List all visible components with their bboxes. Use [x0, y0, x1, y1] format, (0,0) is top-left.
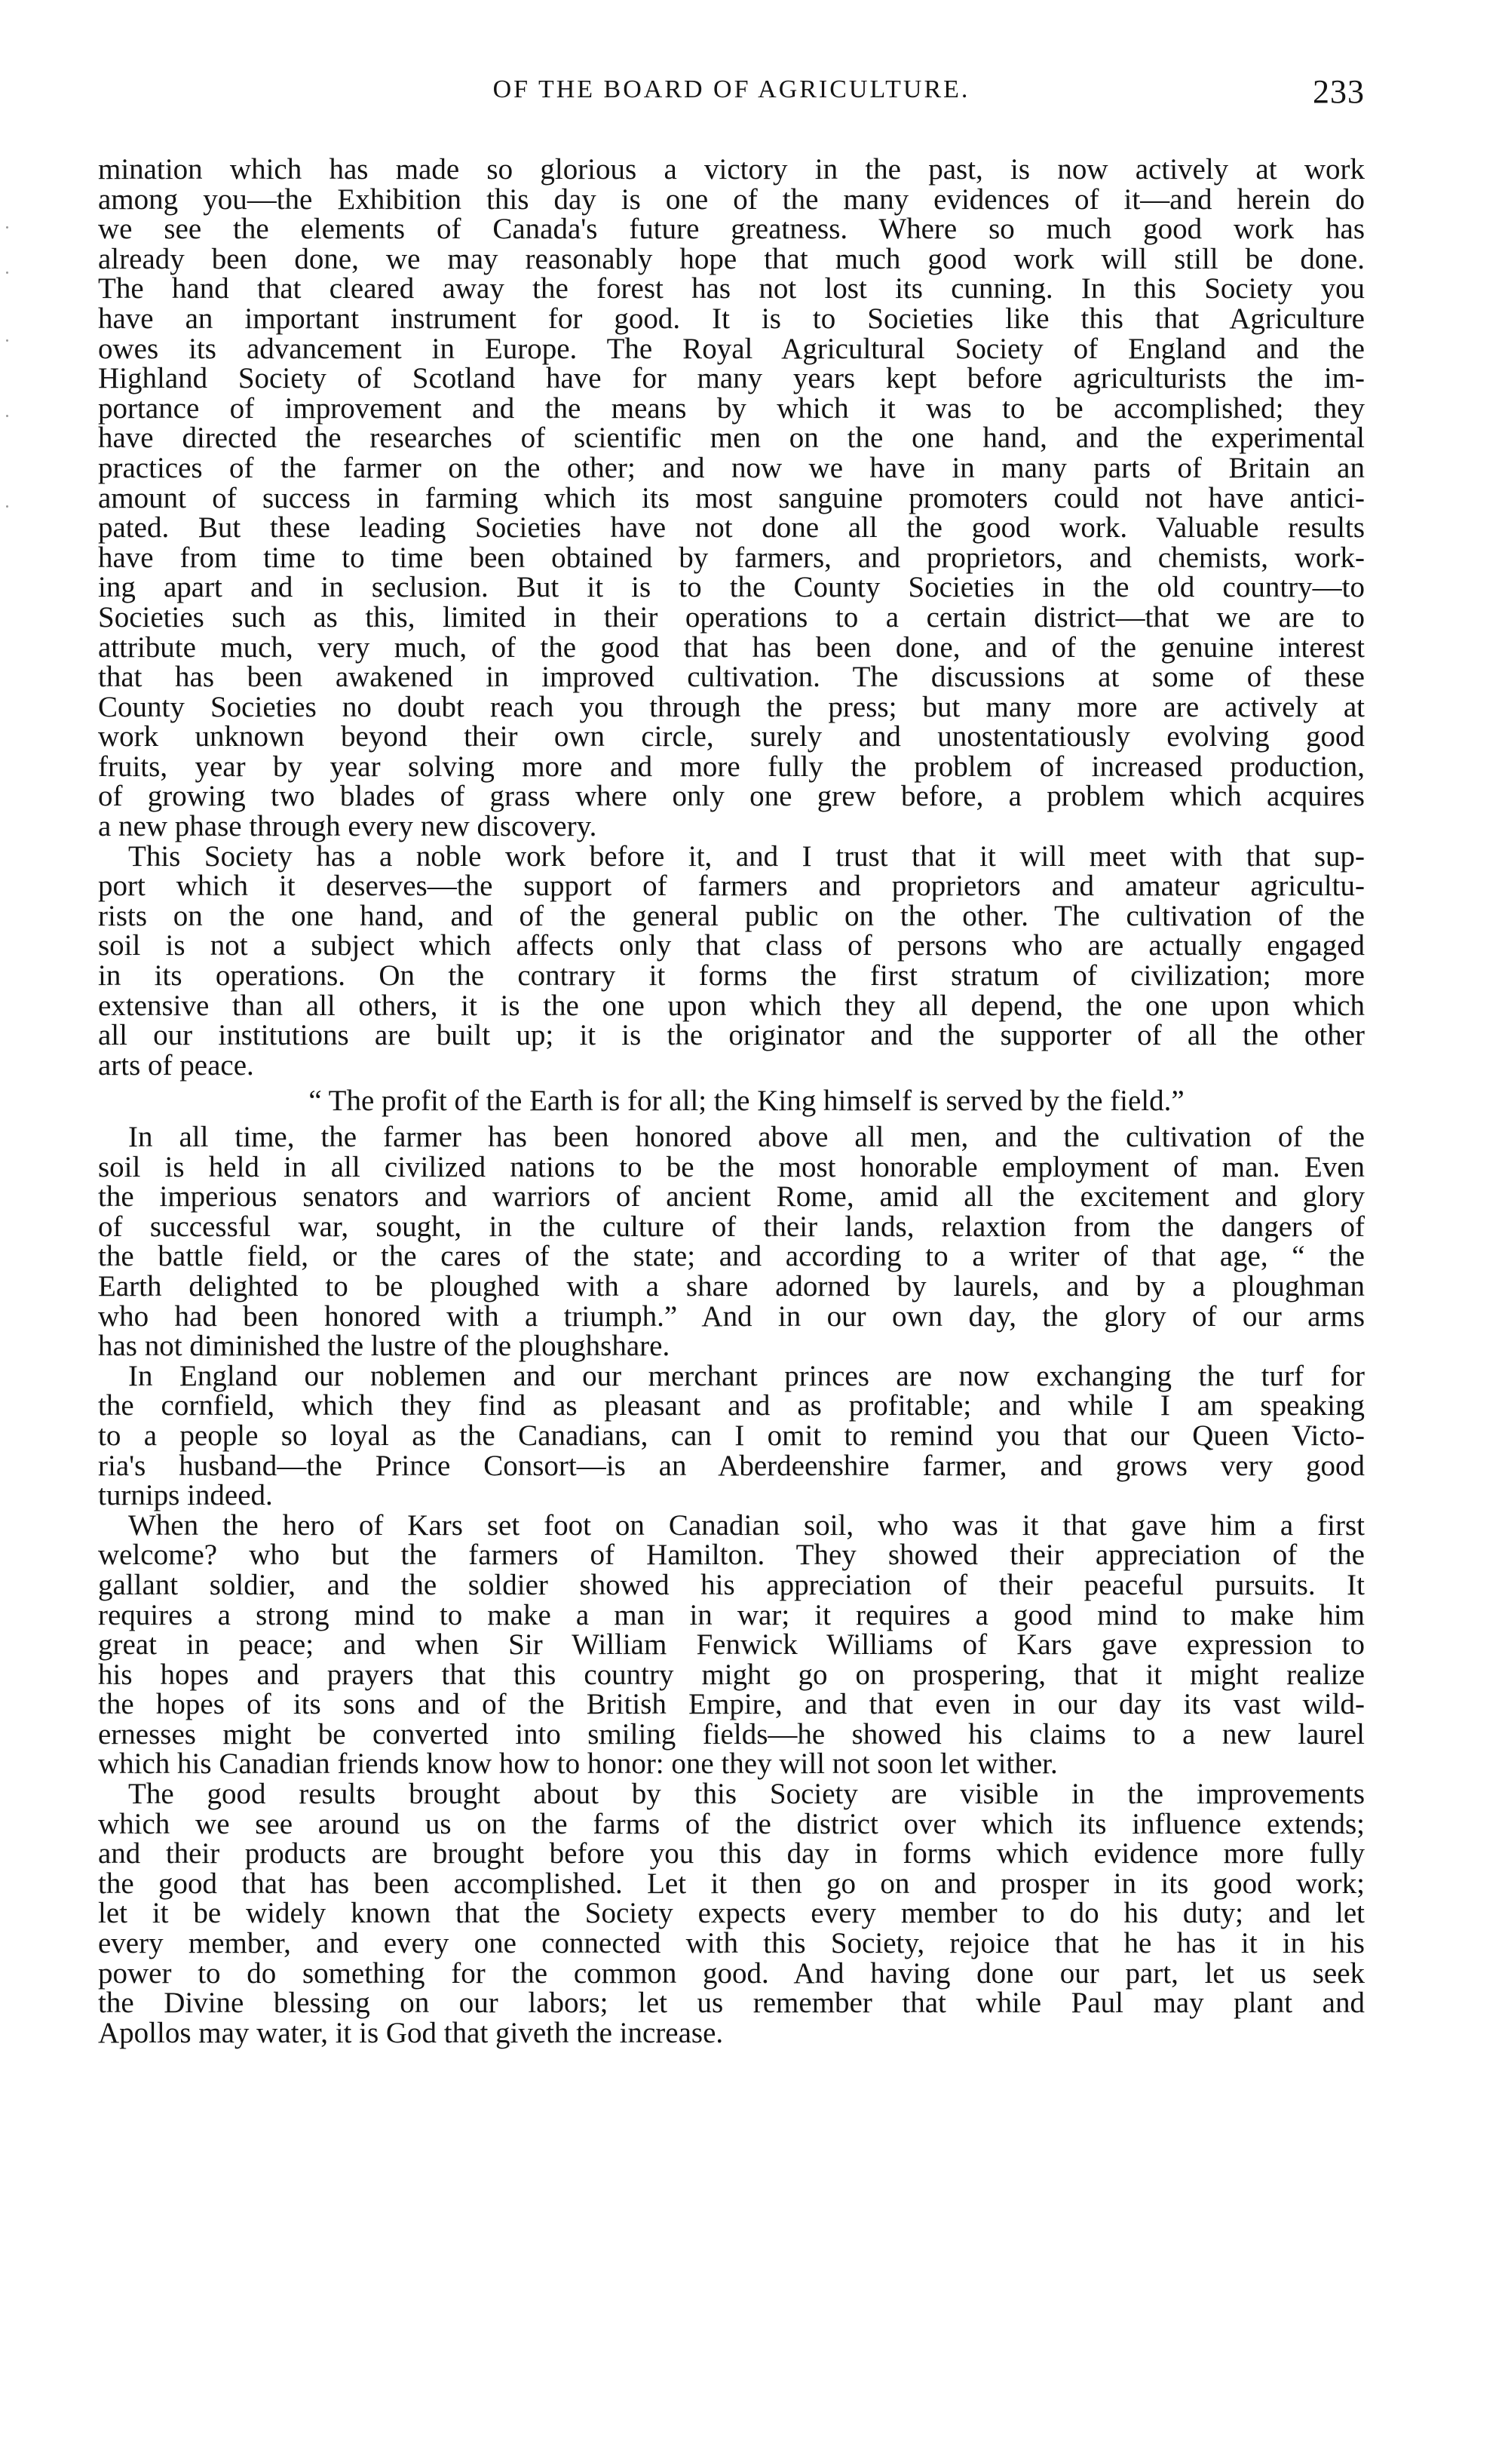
text-line: among you—the Exhibition this day is one of the many evidences of it—and herein do: [98, 183, 1365, 216]
text-line: which we see around us on the farms of the district over which its influence extends;: [98, 1807, 1365, 1840]
text-line: work unknown beyond their own circle, surely and unostentatiously evolving good: [98, 720, 1365, 753]
text-line: the battle field, or the cares of the state; and according to a writer of that age, “ the: [98, 1240, 1365, 1273]
margin-specks: [6, 226, 11, 513]
text-line: practices of the farmer on the other; and now we have in many parts of Britain an: [98, 451, 1365, 484]
text-line: This Society has a noble work before it, and I trust that it will meet with that sup-: [128, 839, 1365, 873]
running-title: OF THE BOARD OF AGRICULTURE.: [492, 75, 970, 103]
body-text: [98, 155, 1365, 2048]
text-line: Apollos may water, it is God that giveth the increase.: [98, 2016, 724, 2049]
text-line: the Divine blessing on our labors; let us remember that while Paul may plant and: [98, 1987, 1365, 2020]
text-line: ing apart and in seclusion. But it is to the County Societies in the old country—to: [98, 571, 1365, 604]
text-line: In all time, the farmer has been honored above all men, and the cultivation of the: [128, 1121, 1365, 1153]
text-line: let it be widely known that the Society expects every member to do his duty; and let: [98, 1897, 1365, 1930]
text-line: County Societies no doubt reach you through the press; but many more are actively at: [98, 690, 1365, 723]
text-line: In England our noblemen and our merchant princes are now exchanging the turf for: [128, 1359, 1365, 1392]
text-line: attribute much, very much, of the good that has been done, and of the genuine interest: [98, 631, 1365, 664]
text-line: arts of peace.: [98, 1048, 254, 1082]
text-line: power to do something for the common good. And having done our part, let us seek: [98, 1956, 1365, 1990]
text-line: of successful war, sought, in the culture of their lands, relaxtion from the dangers of: [98, 1210, 1365, 1243]
text-line: The good results brought about by this Society are visible in the improvements: [128, 1778, 1365, 1811]
text-line: have directed the researches of scientific men on the one hand, and the experimental: [98, 422, 1365, 455]
text-line: that has been awakened in improved cultivation. The discussions at some of these: [98, 661, 1365, 694]
text-line: owes its advancement in Europe. The Royal Agricultural Society of England and the: [98, 332, 1365, 365]
text-line: extensive than all others, it is the one upon which they all depend, the one upon which: [98, 989, 1365, 1022]
page-number: 233: [1313, 73, 1365, 110]
text-line: pated. But these leading Societies have not done all the good work. Valuable results: [98, 511, 1365, 545]
text-line: The hand that cleared away the forest has not lost its cunning. In this Society you: [98, 272, 1365, 305]
text-line: gallant soldier, and the soldier showed his appreciation of their peaceful pursuits. It: [98, 1568, 1365, 1601]
text-line: in its operations. On the contrary it forms the first stratum of civilization; more: [98, 959, 1365, 993]
text-line: all our institutions are built up; it is the originator and the supporter of all the other: [98, 1019, 1365, 1052]
text-line: have an important instrument for good. It is to Societies like this that Agriculture: [98, 302, 1365, 335]
text-line: port which it deserves—the support of farmers and proprietors and amateur agricultu-: [98, 870, 1365, 903]
text-line: ernesses might be converted into smiling fields—he showed his claims to a new laurel: [98, 1717, 1365, 1751]
text-line: Earth delighted to be ploughed with a share adorned by laurels, and by a ploughman: [98, 1269, 1365, 1303]
text-line: When the hero of Kars set foot on Canadian soil, who was it that gave him a first: [128, 1508, 1365, 1542]
text-line: the imperious senators and warriors of ancient Rome, amid all the excitement and glory: [98, 1180, 1365, 1214]
text-line: Societies such as this, limited in their operations to a certain district—that we are to: [98, 600, 1365, 634]
text-line: soil is held in all civilized nations to be the most honorable employment of man. Even: [98, 1150, 1365, 1183]
block-quote: “ The profit of the Earth is for all; the King himself is served by the field.”: [308, 1085, 1185, 1118]
text-line: to a people so loyal as the Canadians, can I omit to remind you that our Queen Victo-: [98, 1419, 1365, 1452]
text-line: great in peace; and when Sir William Fenwick Williams of Kars gave expression to: [98, 1628, 1365, 1662]
text-line: fruits, year by year solving more and more fully the problem of increased production,: [98, 750, 1365, 783]
text-line: the good that has been accomplished. Let it then go on and prosper in its good work;: [98, 1867, 1365, 1900]
text-line: a new phase through every new discovery.: [98, 810, 597, 843]
text-line: which his Canadian friends know how to honor: one they will not soon let wither.: [98, 1748, 1058, 1781]
text-line: soil is not a subject which affects only that class of persons who are actually engaged: [98, 929, 1365, 962]
text-line: the hopes of its sons and of the British Empire, and that even in our day its vast wild-: [98, 1688, 1365, 1721]
text-line: portance of improvement and the means by which it was to be accomplished; they: [98, 391, 1365, 425]
text-line: Highland Society of Scotland have for many years kept before agriculturists the im-: [98, 362, 1365, 395]
text-line: have from time to time been obtained by farmers, and proprietors, and chemists, work-: [98, 541, 1365, 574]
running-head: [98, 75, 1365, 121]
text-line: and their products are brought before you this day in forms which evidence more fully: [98, 1837, 1365, 1870]
text-line: amount of success in farming which its most sanguine promoters could not have antici-: [98, 481, 1365, 514]
text-line: we see the elements of Canada's future greatness. Where so much good work has: [98, 213, 1365, 246]
text-line: has not diminished the lustre of the ploughshare.: [98, 1330, 670, 1363]
text-line: already been done, we may reasonably hope that much good work will still be done.: [98, 242, 1365, 275]
text-line: turnips indeed.: [98, 1479, 273, 1512]
text-line: every member, and every one connected with this Society, rejoice that he has it in his: [98, 1927, 1365, 1960]
text-line: of growing two blades of grass where only one grew before, a problem which acquires: [98, 780, 1365, 813]
text-line: rists on the one hand, and of the general public on the other. The cultivation of the: [98, 899, 1365, 932]
text-line: ria's husband—the Prince Consort—is an Aberdeenshire farmer, and grows very good: [98, 1449, 1365, 1482]
text-line: requires a strong mind to make a man in war; it requires a good mind to make him: [98, 1598, 1365, 1631]
text-line: the cornfield, which they find as pleasant and as profitable; and while I am speaking: [98, 1389, 1365, 1422]
text-line: mination which has made so glorious a victory in the past, is now actively at work: [98, 153, 1365, 186]
text-line: who had been honored with a triumph.” And in our own day, the glory of our arms: [98, 1300, 1365, 1333]
text-line: welcome? who but the farmers of Hamilton. They showed their appreciation of the: [98, 1539, 1365, 1572]
text-line: his hopes and prayers that this country might go on prospering, that it might realize: [98, 1658, 1365, 1691]
